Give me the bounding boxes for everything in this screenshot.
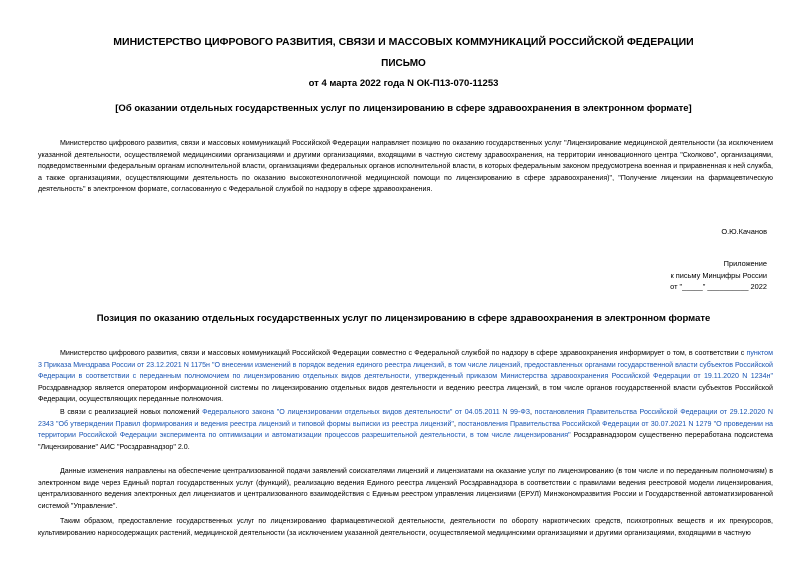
intro-text: Министерство цифрового развития, связи и массовых коммуникаций Российской Федерации направляет позицию по оказанию государственных услуг "Лицензирование медицинской деятельности (за исключением указанной деятельности, осуществляемой медицинскими организациями и другими организациями, входящими в частную систему здравоохранения, на территории инновационного центра "Сколково", организациями, подведомственными федеральным органам исполнительной власти, организациями федеральных органов исполнительной власти, в которых федеральным законом предусмотрена военная и приравненная к ней служба, а также организациями, осуществляющими деятельность по оказанию высокотехнологичной медицинской помощи по лицензированию в сфере здравоохранения)", "Получение лицензии на фармацевтическую деятельность" в электронном формате, согласованную с Федеральной службой по надзору в сфере здравоохранения. (38, 139, 773, 194)
paragraph-2 (38, 407, 773, 453)
ministry-heading: МИНИСТЕРСТВО ЦИФРОВОГО РАЗВИТИЯ, СВЯЗИ И МАССОВЫХ КОММУНИКАЦИЙ РОССИЙСКОЙ ФЕДЕРАЦИИ (113, 36, 694, 48)
p2-link-resolution-2343[interactable]: постановления Правительства Российской Федерации от 29.12.2020 N 2343 "Об утверждении Правил формирования и ведения реестра лицензий и типовой формы выписки из реестра лицензий" (38, 408, 773, 428)
paragraph-1 (38, 348, 773, 406)
p2-text-4: Росздравнадзором существенно переработана подсистема "Лицензирование" АИС "Росздравнадзор" 2.0. (38, 431, 773, 451)
signature: О.Ю.Качанов (721, 227, 767, 236)
doc-subject: [Об оказании отдельных государственных услуг по лицензированию в сфере здравоохранения в электронном формате] (115, 103, 692, 114)
position-title: Позиция по оказанию отдельных государственных услуг по лицензированию в сфере здравоохранения в электронном формате (96, 313, 711, 324)
appendix-line-2: к письму Минцифры России (670, 270, 767, 280)
doc-type-heading: ПИСЬМО (381, 58, 426, 69)
appendix-line-1: Приложение (723, 259, 767, 268)
p2-link-federal-law[interactable]: Федерального закона "О лицензировании отдельных видов деятельности" от 04.05.2011 N 99-ФЗ (202, 408, 531, 416)
p2-link-resolution-1279[interactable]: постановления Правительства Российской Федерации от 30.07.2021 N 1279 "О проведении на территории Российской Федерации эксперимента по оптимизации и автоматизации процессов разрешительной деятельности, в том числе лицензирования" (38, 419, 773, 440)
p2-text-1: В связи с реализацией новых положений (60, 408, 203, 416)
p2-text-3: , (453, 419, 459, 428)
appendix-block (670, 258, 767, 293)
p4-text: Таким образом, предоставление государственных услуг по лицензированию фармацевтической деятельности, деятельности по обороту наркотических средств, психотропных веществ и их прекурсоров, культивированию наркосодержащих растений, медицинской деятельности (за исключением указанной деятельности, осуществляемой медицинскими организациями и другими организациями, входящими в частную (38, 517, 773, 537)
doc-date-number: от 4 марта 2022 года N ОК-П13-070-11253 (308, 78, 499, 89)
paragraph-3 (38, 466, 773, 512)
intro-paragraph (38, 138, 773, 196)
paragraph-4 (38, 516, 773, 539)
p1-text-2: Росздравнадзор является оператором информационной системы по лицензированию отдельных видов деятельности и ведению реестра лицензий, в том числе органов государственной власти субъектов Российской Федерации, осуществляющих переданные полномочия. (38, 383, 773, 404)
p2-text-2: , (530, 408, 535, 416)
p3-text: Данные изменения направлены на обеспечение централизованной подачи заявлений соискателями лицензий и лицензиатами на оказание услуг по лицензированию (в том числе и по переданным полномочиям) в электронном виде через Единый портал государственных услуг (функций), реализацию ведения Единого реестра лицензий Росздравнадзора в соответствии с правилами ведения реестровой модели лицензирования, централизованного ведения электронных дел лицензиатов и централизованного взаимодействия с Единым реестром управления лицензиями (ЕРУЛ) Минэкономразвития России и Государственной автоматизированной системой "Управление". (38, 467, 773, 510)
p1-link-order[interactable]: пунктом 3 Приказа Минздрава России от 23.12.2021 N 1175н "О внесении изменений в порядок ведения единого реестра лицензий, в том числе лицензий, предоставленных органами государственной власти субъектов Российской Федерации в соответствии с переданным полномочием по лицензированию отдельных видов деятельности, утвержденный приказом Министерства здравоохранения Российской Федерации от 19.11.2020 N 1234н" (38, 349, 773, 381)
p1-text-1: Министерство цифрового развития, связи и массовых коммуникаций Российской Федерации совместно с Федеральной службой по надзору в сфере здравоохранения информирует о том, в соответствии с (60, 349, 747, 357)
appendix-line-3: от "_____" __________ 2022 (670, 282, 767, 292)
